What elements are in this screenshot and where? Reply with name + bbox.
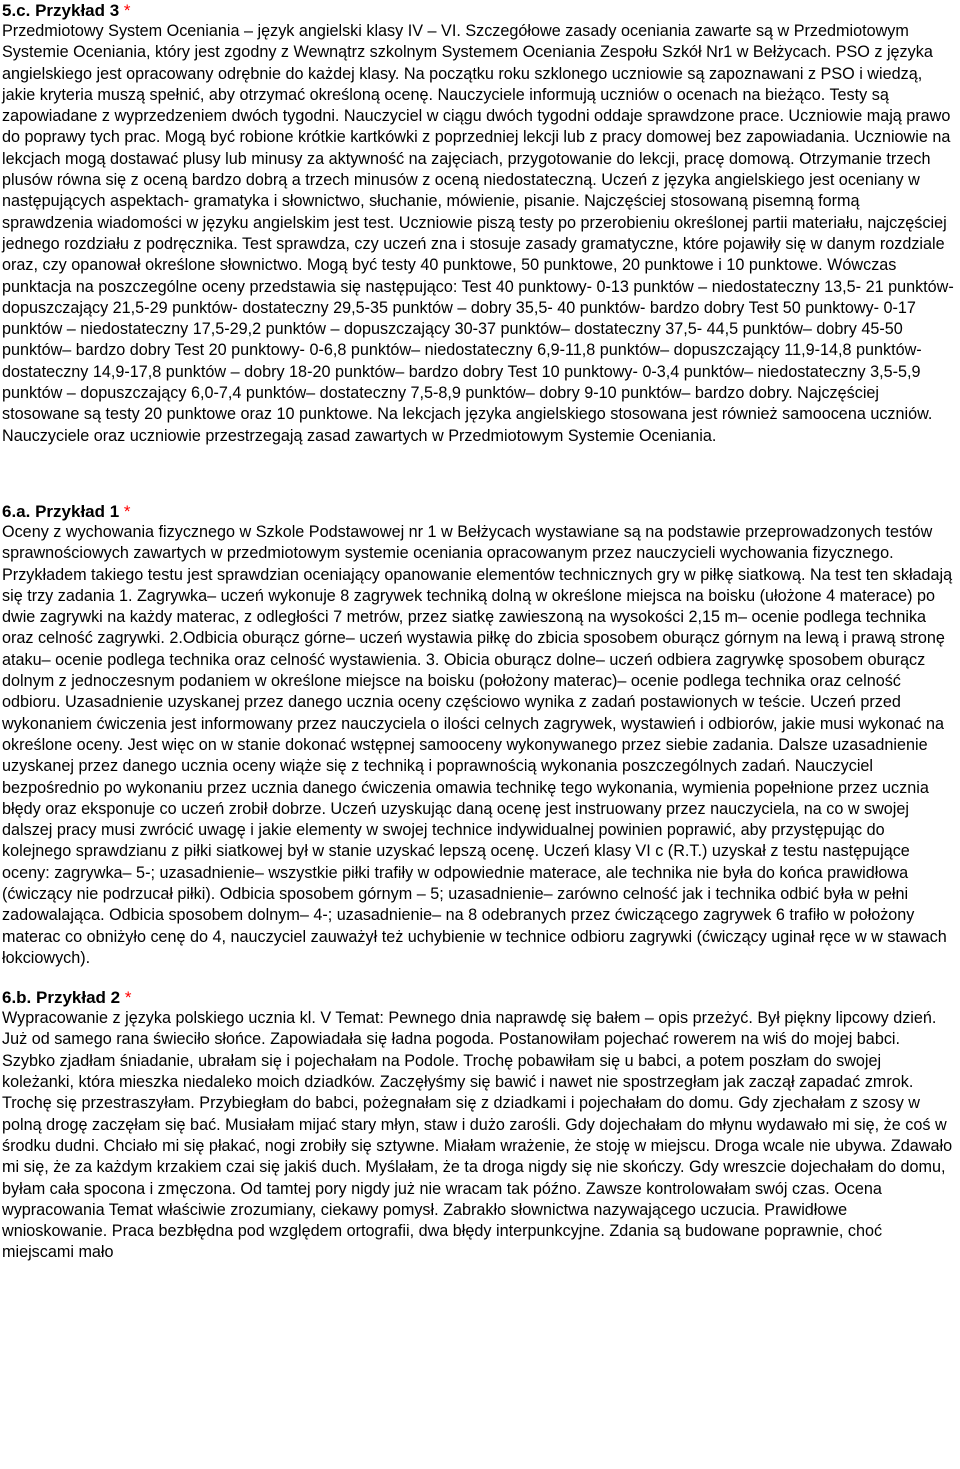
section-6a [2, 501, 954, 969]
section-body: Wypracowanie z języka polskiego ucznia kl. V Temat: Pewnego dnia naprawdę się bałem – opis przeżyć. Był piękny lipcowy dzień. Już od samego rana świeciło słońce. Zapowiadała się ładna pogoda. Postanowiłam pojechać rowerem na wiś do mojej babci. Szybko zjadłam śniadanie, ubrałam się i pojechałam na Podole. Trochę pobawiłam się u babci, a potem poszłam do swojej koleżanki, która mieszka niedaleko moich dziadków. Zaczęłyśmy się bawić i nawet nie spostrzegłam jak zaczął zapadać zmrok. Trochę się przestraszyłam. Przybiegłam do babci, pożegnałam się z dziadkami i pojechałam do domu. Gdy zjechałam z szosy w polną drogę zaczęłam się bać. Musiałam mijać stary młyn, staw i dużo zarośli. Gdy dojechałam do młynu wydawało mi się, że coś w środku dudni. Chciało mi się płakać, nogi zrobiły się sztywne. Miałam wrażenie, że stoję w miejscu. Droga wcale nie ubywa. Zdawało mi się, że za każdym krzakiem czai się jakiś duch. Myślałam, że ta droga nigdy się nie skończy. Gdy wreszcie dojechałam do domu, byłam cała spocona i zmęczona. Od tamtej pory nigdy już nie wracam tak późno. Zawsze kontrolowałam swój czas. Ocena wypracowania Temat właściwie zrozumiany, ciekawy pomysł. Zabrakło słownictwa nazywającego uczucia. Prawidłowe wnioskowanie. Praca bezbłędna pod względem ortografii, dwa błędy interpunkcyjne. Zdania są budowane poprawnie, choć miejscami mało [2, 1009, 953, 1262]
section-6b [2, 987, 954, 1264]
spacer [2, 447, 954, 501]
asterisk-marker: * [124, 988, 132, 1008]
spacer [2, 969, 954, 987]
section-5c [2, 0, 954, 447]
asterisk-marker: * [123, 1, 131, 20]
section-body: Przedmiotowy System Oceniania – język angielski klasy IV – VI. Szczegółowe zasady oceniania zawarte są w Przedmiotowym Systemie Oceniania, który jest zgodny z Wewnątrz szkolnym Systemem Oceniania Zespołu Szkół Nr1 w Bełżycach. PSO z języka angielskiego jest opracowany odrębnie do każdej klasy. Na początku roku szklonego uczniowie są zapoznawani z PSO i wiedzą, jakie kryteria muszą spełnić, aby otrzymać określoną ocenę. Nauczyciele informują uczniów o ocenach na bieżąco. Testy są zapowiadane z wyprzedzeniem dwóch tygodni. Nauczyciel w ciągu dwóch tygodni oddaje sprawdzone prace. Uczniowie mają prawo do poprawy tych prac. Mogą być robione krótkie kartkówki z poprzedniej lekcji lub z pracy domowej bez zapowiadania. Uczniowie na lekcjach mogą dostawać plusy lub minusy za aktywność na zajęciach, przygotowanie do lekcji, pracę domową. Otrzymanie trzech plusów równa się z oceną bardzo dobrą a trzech minusów z oceną niedostateczną. Uczeń z języka angielskiego jest oceniany w następujących aspektach- gramatyka i słownictwo, słuchanie, mówienie, pisanie. Najczęściej stosowaną pisemną formą sprawdzenia wiadomości w języku angielskim jest test. Uczniowie piszą testy po przerobieniu określonej partii materiału, najczęściej jednego rozdziału z podręcznika. Test sprawdza, czy uczeń zna i stosuje zasady gramatyczne, które pojawiły się w danym rozdziale oraz, czy opanował określone słownictwo. Mogą być testy 40 punktowe, 50 punktowe, 20 punktowe i 10 punktowe. Wówczas punktacja na poszczególne oceny przedstawia się następująco: Test 40 punktowy- 0-13 punktów – niedostateczny 13,5- 21 punktów- dopuszczający 21,5-29 punktów- dostateczny 29,5-35 punktów – dobry 35,5- 40 punktów- bardzo dobry Test 50 punktowy- 0-17 punktów – niedostateczny 17,5-29,2 punktów – dopuszczający 30-37 punktów– dostateczny 37,5- 44,5 punktów– dobry 45-50 punktów– bardzo dobry Test 20 punktowy- 0-6,8 punktów– niedostateczny 6,9-11,8 punktów– dopuszczający 11,9-14,8 punktów- dostateczny 14,9-17,8 punktów – dobry 18-20 punktów– bardzo dobry Test 10 punktowy- 0-3,4 punktów– niedostateczny 3,5-5,9 punktów – dopuszczający 6,0-7,4 punktów– dostateczny 7,5-8,9 punktów– dobry 9-10 punktów– bardzo dobry. Najczęściej stosowane są testy 20 punktowe oraz 10 punktowe. Na lekcjach języka angielskiego stosowana jest również samoocena uczniów. Nauczyciele oraz uczniowie przestrzegają zasad zawartych w Przedmiotowym Systemie Oceniania. [2, 22, 954, 445]
section-heading [2, 501, 954, 522]
section-body: Oceny z wychowania fizycznego w Szkole Podstawowej nr 1 w Bełżycach wystawiane są na podstawie przeprowadzonych testów sprawnościowych zawartych w przedmiotowym systemie oceniania opracowanym przez nauczycieli wychowania fizycznego. Przykładem takiego testu jest sprawdzian oceniający opanowanie elementów technicznych gry w piłkę siatkową. Na test ten składają się trzy zadania 1. Zagrywka– uczeń wykonuje 8 zagrywek techniką dolną w określone miejsca na boisku (ułożone 4 materace) po dwie zagrywki na każdy materac, z odległości 7 metrów, przez siatkę zawieszoną na wysokości 2,15 m– ocenie podlega technika oraz celność zagrywki. 2.Odbicia oburącz górne– uczeń wystawia piłkę do zbicia sposobem oburącz górnym na lewą i prawą stronę ataku– ocenie podlega technika oraz celność wystawienia. 3. Obicia oburącz dolne– uczeń odbiera zagrywkę sposobem oburącz dolnym z jednoczesnym podaniem w określone miejsce na boisku (położony materac)– ocenie podlega technika oraz celność odbioru. Uzasadnienie uzyskanej przez danego ucznia oceny częściowo wynika z zadań postawionych w teście. Uczeń przed wykonaniem ćwiczenia jest informowany przez nauczyciela o ilości celnych zagrywek, wystawień i odbiorów, jakie musi wykonać na określone oceny. Jest więc on w stanie dokonać wstępnej samooceny wykonywanego przez siebie zadania. Dalsze uzasadnienie uzyskanej przez danego ucznia oceny wiąże się z techniką i poprawnością wykonania poszczególnych zadań. Nauczyciel bezpośrednio po wykonaniu przez ucznia danego ćwiczenia omawia technikę tego wykonania, wymienia popełnione przez ucznia błędy oraz eksponuje co uczeń zrobił dobrze. Uczeń uzyskując daną ocenę jest instruowany przez nauczyciela, na co w swojej dalszej pracy musi zwrócić uwagę i jakie elementy w swojej technice indywidualnej powinien poprawić, aby przystępując do kolejnego sprawdzianu z piłki siatkowej był w stanie uzyskać lepszą ocenę. Uczeń klasy VI c (R.T.) uzyskał z testu następujące oceny: zagrywka– 5-; uzasadnienie– wszystkie piłki trafiły w odpowiednie materace, ale technika nie była do końca prawidłowa (ćwiczący nie podrzucał piłki). Odbicia sposobem górnym – 5; uzasadnienie– zarówno celność jak i technika odbić była w pełni zadowalająca. Odbicia sposobem dolnym– 4-; uzasadnienie– na 8 odebranych przez ćwiczącego zagrywek 6 trafiło w położony materac co obniżyło cenę do 4, nauczyciel zauważył też uchybienie w technice odbioru zagrywki (ćwiczący uginał ręce w w stawach łokciowych). [2, 522, 953, 967]
heading-text: 6.a. Przykład 1 [2, 501, 120, 521]
asterisk-marker: * [123, 501, 131, 521]
heading-text: 6.b. Przykład 2 [2, 988, 121, 1008]
heading-text: 5.c. Przykład 3 [2, 1, 120, 20]
section-heading [2, 0, 954, 21]
section-heading [2, 987, 954, 1008]
